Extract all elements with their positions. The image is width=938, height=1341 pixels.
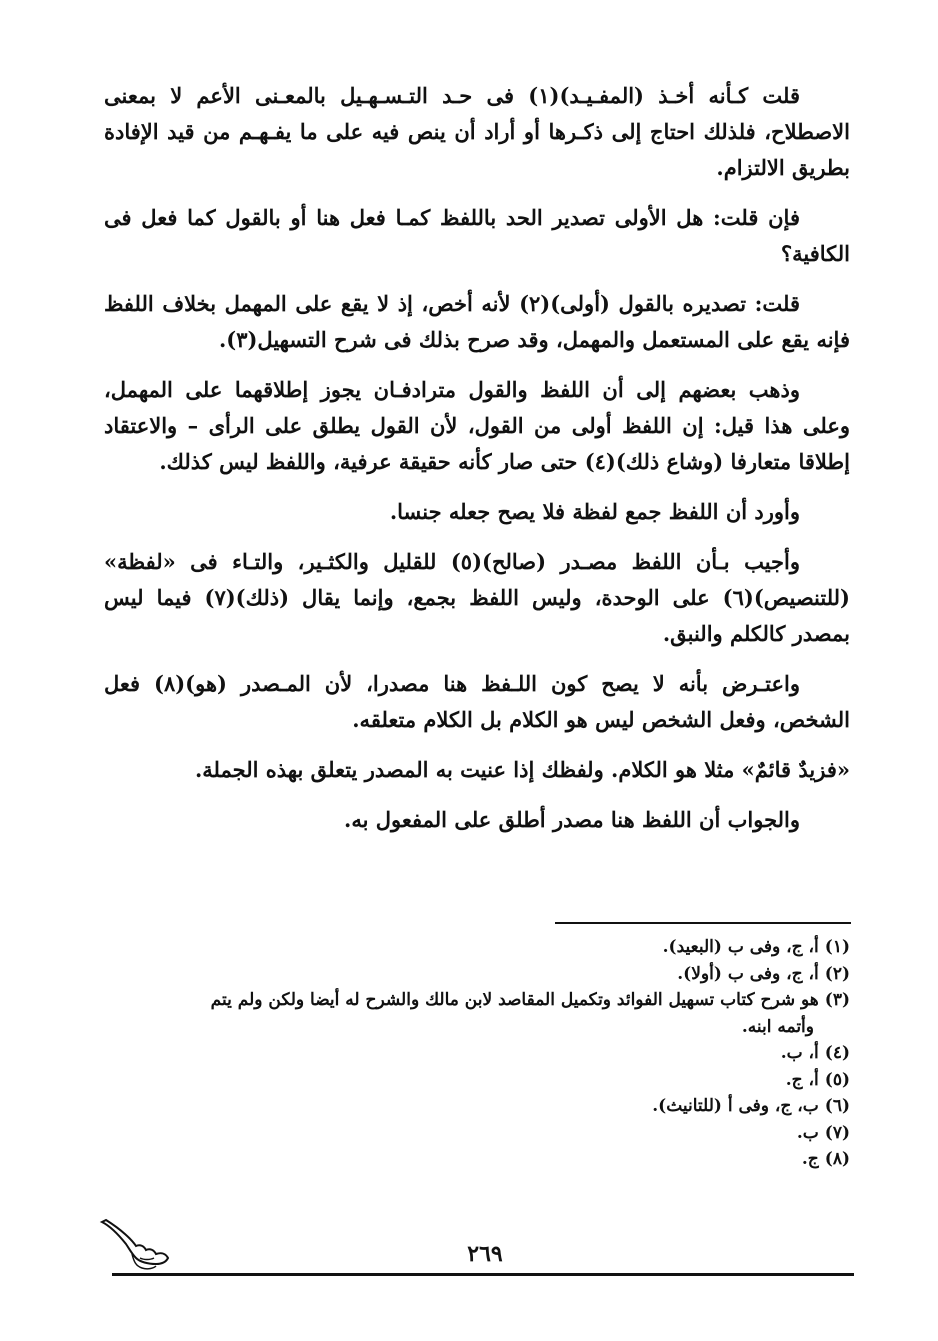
bottom-rule (112, 1273, 854, 1276)
footnote (104, 1040, 850, 1067)
footnote-separator (555, 922, 851, 924)
footnote-number: (٥) (824, 1069, 850, 1090)
footnote-text: أ، ج. (785, 1069, 819, 1090)
footnote-number: (٣) (824, 990, 850, 1010)
paragraph: قلت كـأنه أخـذ (المفـيـد)(١) فى حـد التـسـهـيل بالمعـنى الأعم لا بمعنى الاصطلاح، فلذلك احتاج إلى ذكـرها أو أراد أن ينص فيه على ما يفـهـم من قيد الإفادة بطريق الالتزام. (104, 83, 850, 180)
footnote-text: ب. (796, 1122, 819, 1143)
footnote-number: (٧) (824, 1122, 850, 1143)
paragraph: فإن قلت: هل الأولى تصدير الحد باللفظ كمـا فعل هنا أو بالقول كما فعل فى الكافية؟ (104, 205, 850, 266)
footnote-continuation (104, 1014, 850, 1041)
paragraph: وذهب بعضهم إلى أن اللفظ والقول مترادفـان يجوز إطلاقهما على المهمل، وعلى هذا قيل: إن اللفظ أولى من القول، لأن القول يطلق على الرأى – والاعتقاد إطلاقا متعارفا (وشاع ذلك)(٤) حتى صار كأنه حقيقة عرفية، واللفظ ليس كذلك. (104, 377, 850, 474)
paragraph: «فزيدٌ قائمٌ» مثلا هو الكلام. ولفظك إذا عنيت به المصدر يتعلق بهذه الجملة. (194, 757, 850, 782)
footnote (104, 1093, 850, 1120)
footnote (104, 934, 850, 961)
footnote-number: (٦) (824, 1096, 850, 1116)
footnotes (104, 934, 850, 1173)
footnote-text: أ، ج، وفى ب (أولا). (677, 963, 819, 984)
footnote (104, 1067, 850, 1094)
main-text (104, 78, 850, 852)
footnote (104, 1146, 850, 1173)
footnote-text: هو شرح كتاب تسهيل الفوائد وتكميل المقاصد لابن مالك والشرح له أيضا ولكن ولم يتم (210, 990, 819, 1010)
footnote (104, 961, 850, 988)
paragraph: وأجيب بـأن اللفظ مصـدر (صالح)(٥) للقليل والكثـير، والتـاء فى «لفظة» (للتنصيص)(٦) على الوحدة، وليس اللفظ بجمع، وإنما يقال (ذلك)(٧) فيما ليس بمصدر كالكلم والنبق. (104, 549, 850, 646)
footnote-text: أ، ب. (780, 1043, 819, 1063)
footnote-number: (٤) (824, 1043, 850, 1063)
paragraph: والجواب أن اللفظ هنا مصدر أطلق على المفعول به. (344, 807, 800, 832)
footnote-number: (٢) (824, 963, 850, 984)
footnote (104, 987, 850, 1014)
paragraph: قلت: تصديره بالقول (أولى)(٢) لأنه أخص، إذ لا يقع على المهمل بخلاف اللفظ فإنه يقع على المستعمل والمهمل، وقد صرح بذلك فى شرح التسهيل(٣). (104, 291, 850, 352)
pointing-hand-icon (96, 1214, 176, 1274)
footnote (104, 1120, 850, 1147)
footnote-number: (٨) (824, 1149, 850, 1169)
paragraph: وأورد أن اللفظ جمع لفظة فلا يصح جعله جنسا. (389, 499, 800, 524)
footnote-text: وأتمه ابنه. (741, 1016, 814, 1037)
footnote-text: أ، ج، وفى ب (البعيد). (662, 937, 819, 957)
footnote-text: ب، ج، وفى أ (للتانيث). (652, 1096, 819, 1116)
footnote-text: ج. (801, 1149, 819, 1169)
footnote-number: (١) (824, 937, 850, 957)
paragraph: واعتـرض بأنه لا يصح كون اللـفظ هنا مصدرا، لأن المـصدر (هو)(٨) فعل الشخص، وفعل الشخص ليس هو الكلام بل الكلام متعلقه. (104, 671, 850, 732)
page-number: ٢٦٩ (467, 1241, 503, 1267)
